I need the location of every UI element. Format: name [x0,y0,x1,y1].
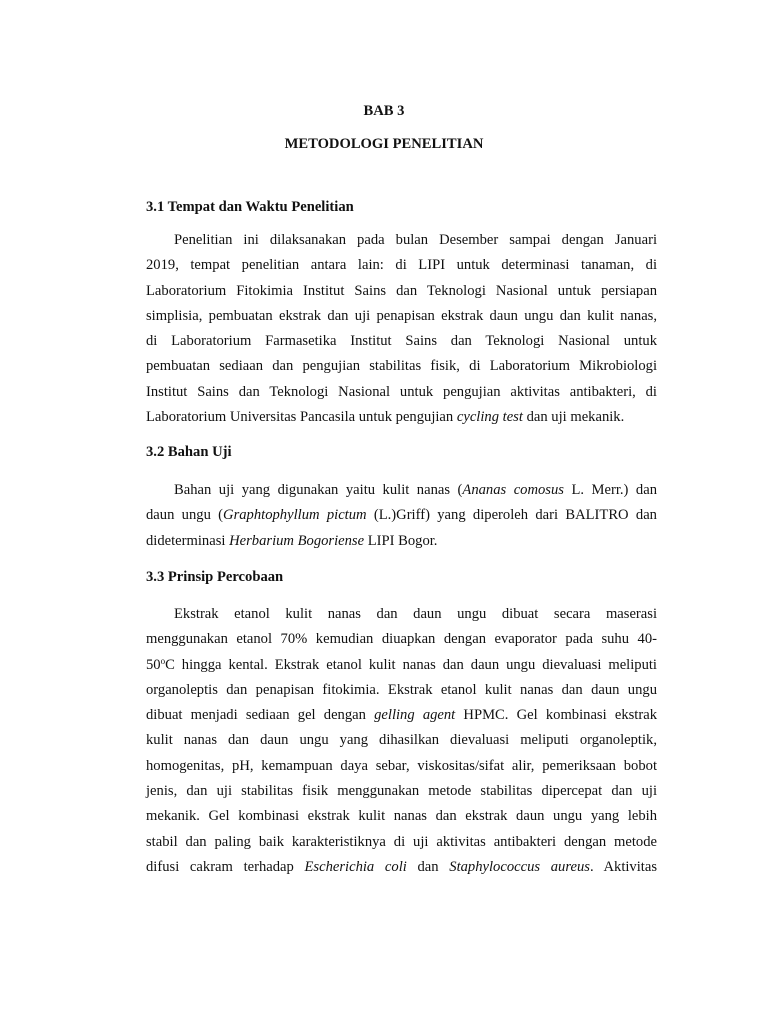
italic-term: gelling agent [374,707,456,724]
text-line [146,858,657,883]
text-segment: dan [406,858,450,875]
text-segment: stabil dan paling baik karakteristiknya di uji aktivitas antibakteri dengan metode [146,833,657,850]
text-line [146,630,657,655]
text-segment: 2019, tempat penelitian antara lain: di LIPI untuk determinasi tanaman, di [146,257,657,274]
text-line [146,833,657,858]
text-segment: Bahan uji yang digunakan yaitu kulit nanas ( [174,482,463,498]
text-line [146,605,657,630]
text-segment: Ekstrak etanol kulit nanas dan daun ungu dibuat secara maserasi [174,606,657,622]
text-segment: pembuatan sediaan dan pengujian stabilitas fisik, di Laboratorium Mikrobiologi [146,358,657,375]
text-line [146,681,657,706]
text-segment: LIPI Bogor. [364,532,438,549]
text-segment: dan uji mekanik. [522,409,625,426]
italic-term: Ananas comosus [462,482,564,498]
text-segment: homogenitas, pH, kemampuan daya sebar, viskositas/sifat alir, pemeriksaan bobot [146,757,657,774]
text-line [146,357,657,382]
italic-term: Staphylococcus aureus [449,858,590,875]
text-segment: daun ungu ( [146,507,224,524]
section-heading-3-3: 3.3 Prinsip Percobaan [146,569,284,585]
text-segment: dibuat menjadi sediaan gel dengan [146,707,375,724]
section-body-3-1 [146,231,657,433]
text-line [146,757,657,782]
text-segment: di Laboratorium Farmasetika Institut Sains dan Teknologi Nasional untuk [146,333,657,350]
text-line [146,231,657,256]
text-segment: . Aktivitas [589,858,657,875]
text-line [146,532,657,557]
text-segment: difusi cakram terhadap [146,858,305,875]
text-segment: Institut Sains dan Teknologi Nasional untuk pengujian aktivitas antibakteri, di [146,383,657,400]
italic-term: Graphtophyllum pictum [223,507,367,524]
chapter-title: METODOLOGI PENELITIAN [284,136,484,152]
text-segment: L. Merr.) dan [563,482,657,498]
section-body-3-2 [146,481,657,557]
section-heading-3-2: 3.2 Bahan Uji [146,444,232,460]
text-line [146,307,657,332]
section-body-3-3 [146,605,657,883]
text-segment: dideterminasi [146,532,230,549]
text-segment: simplisia, pembuatan ekstrak dan uji penapisan ekstrak daun ungu dan kulit nanas, [146,307,657,324]
text-segment: 50 [146,656,161,673]
text-line [146,383,657,408]
text-line [146,408,657,433]
text-line [146,481,657,506]
text-line [146,332,657,357]
text-line [146,782,657,807]
text-segment: mekanik. Gel kombinasi ekstrak kulit nanas dan ekstrak daun ungu yang lebih [146,808,657,825]
text-segment: organoleptis dan penapisan fitokimia. Ekstrak etanol kulit nanas dan daun ungu [146,681,657,698]
text-segment: jenis, dan uji stabilitas fisik menggunakan metode stabilitas dipercepat dan uji [146,783,657,800]
chapter-number: BAB 3 [363,103,405,119]
text-line [146,731,657,756]
section-heading-3-1: 3.1 Tempat dan Waktu Penelitian [146,199,354,215]
italic-term: Herbarium Bogoriense [229,532,365,549]
text-segment: (L.)Griff) yang diperoleh dari BALITRO dan [366,507,657,524]
text-segment: HPMC. Gel kombinasi ekstrak [455,707,657,724]
text-segment: Penelitian ini dilaksanakan pada bulan Desember sampai dengan Januari [174,232,657,248]
text-segment: Laboratorium Fitokimia Institut Sains dan Teknologi Nasional untuk persiapan [146,282,657,299]
text-line [146,282,657,307]
italic-term: cycling test [456,409,523,426]
text-line [146,706,657,731]
text-line [146,656,657,681]
italic-term: Escherichia coli [304,858,407,875]
text-segment: Laboratorium Universitas Pancasila untuk pengujian [146,409,457,426]
text-line [146,807,657,832]
text-line [146,256,657,281]
superscript: o [160,655,166,666]
text-segment: kulit nanas dan daun ungu yang dihasilkan dievaluasi meliputi organoleptik, [146,732,657,749]
text-segment: menggunakan etanol 70% kemudian diuapkan dengan evaporator pada suhu 40- [146,631,657,648]
text-line [146,506,657,531]
text-segment: C hingga kental. Ekstrak etanol kulit nanas dan daun ungu dievaluasi meliputi [165,656,657,673]
